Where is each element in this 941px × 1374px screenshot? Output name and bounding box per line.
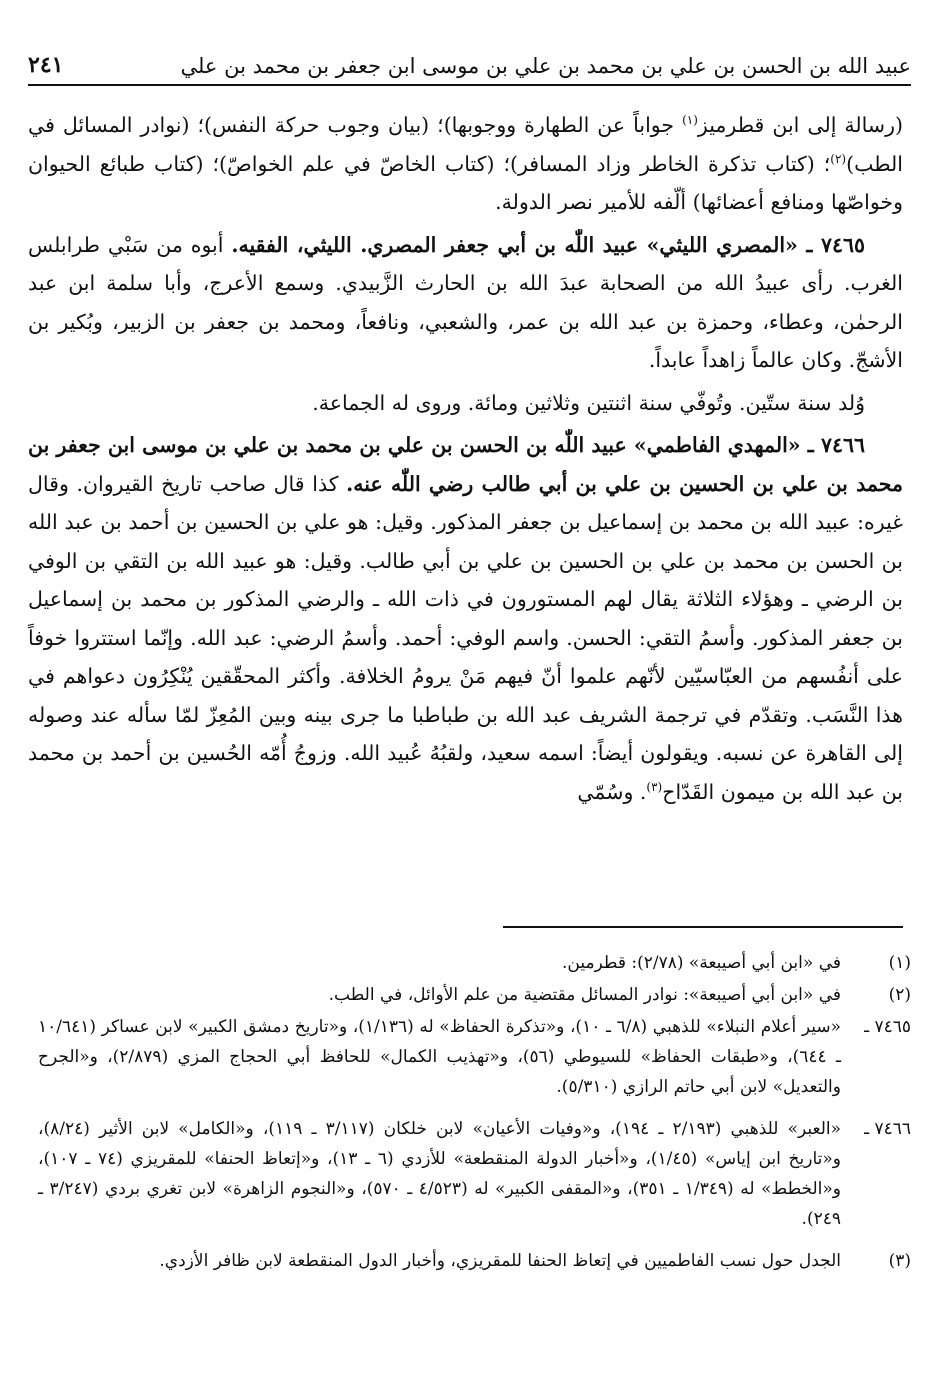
footnote-item [38, 980, 911, 1010]
text-run: (رسالة إلى ابن قطرميز [697, 113, 903, 137]
page-header [28, 38, 911, 86]
paragraph-birth-death: وُلد سنة ستّين. وتُوفّي سنة اثنتين وثلاثين ومائة. وروى له الجماعة. [312, 390, 865, 415]
footnote-item [38, 1246, 911, 1276]
footnote-text: في «ابن أبي أصيبعة» (٢/٧٨): قطرمين. [561, 953, 841, 973]
footnote-text: الجدل حول نسب الفاطميين في إتعاظ الحنفا للمقريزي، وأخبار الدول المنقطعة لابن ظافر الأزدي. [159, 1251, 841, 1271]
footnote-mark: ٧٤٦٥ ـ [864, 1017, 911, 1037]
main-text [28, 106, 903, 811]
footnote-separator [503, 926, 903, 928]
entry-7466 [28, 426, 903, 811]
footnote-mark: ٧٤٦٦ ـ [864, 1119, 911, 1139]
footnote-item [38, 1114, 911, 1234]
entry-text: أبوه من سَبْي طرابلس الغرب. رأى عبيدُ الله من الصحابة عبدَ الله بن الحارث الزَّبيدي. وسمع الأعرج، وأبا سلمة ابن عبد الرحمٰن، وعطاء، وحمزة بن عبد الله بن عمر، والشعبي، ونافعاً، ومحمد بن جعفر بن الزبير، وبُكير بن الأشجّ. وكان عالماً زاهداً عابداً. [28, 232, 903, 372]
footnote-mark: (٢) [888, 985, 911, 1005]
entry-7465 [28, 226, 903, 380]
running-head: عبيد الله بن الحسن بن علي بن محمد بن علي بن موسى ابن جعفر بن محمد بن علي [180, 54, 911, 78]
footnote-mark: (١) [888, 953, 911, 973]
entry-heading: ٧٤٦٦ ـ «المهدي الفاطمي» عبيد اللّٰه بن الحسن بن علي بن محمد بن علي بن موسى ابن جعفر بن محمد بن علي بن الحسين بن علي بن أبي طالب رضي اللّٰه عنه. [28, 433, 903, 496]
entry-text: . وسُمّي [577, 779, 647, 804]
footnotes [38, 948, 911, 1276]
footnote-ref: (٣) [646, 779, 663, 794]
page-number: ٢٤١ [28, 52, 64, 78]
footnote-mark: (٣) [888, 1251, 911, 1271]
footnote-text: في «ابن أبي أصيبعة»: نوادر المسائل مقتضية من علم الأوائل، في الطب. [328, 985, 841, 1005]
entry-heading: ٧٤٦٥ ـ «المصري الليثي» عبيد اللّٰه بن أبي جعفر المصري. الليثي، الفقيه. [231, 232, 865, 257]
footnote-item [38, 1012, 911, 1102]
text-run: جواباً عن الطهارة ووجوبها)؛ (بيان وجوب حركة النفس)؛ (نوادر المسائل في الطب) [28, 113, 903, 176]
entry-text: كذا قال صاحب تاريخ القيروان. وقال غيره: عبيد الله بن محمد بن إسماعيل بن جعفر المذكور. وقيل: هو علي بن الحسين بن أحمد بن عبد الله بن الحسن بن محمد بن علي بن الحسين بن علي بن أبي طالب. وقيل: هو عبيد الله بن التقي بن الوفي بن الرضي ـ وهؤلاء الثلاثة يقال لهم المستورون في ذات الله ـ والرضي المذكور بن محمد بن إسماعيل بن جعفر المذكور. وأسمُ التقي: الحسن. واسم الوفي: أحمد. وأسمُ الرضي: عبد الله. وإنّما استتروا خوفاً على أنفُسهم من العبّاسيّين لأنّهم علموا أنّ فيهم مَنْ يرومُ الخلافة. وأكثر المحقّقين يُنْكِرُون دعواهم في هذا النَّسَب. وتقدّم في ترجمة الشريف عبد الله بن طباطبا ما جرى بينه وبين المُعِزّ لمّا سأله عند وصوله إلى القاهرة عن نسبه. ويقولون أيضاً: اسمه سعيد، ولقبُهُ عُبيد الله. وزوجُ أُمّه الحُسين بن أحمد بن محمد بن عبد الله بن ميمون القَدّاح [28, 471, 903, 804]
paragraph-works-list [28, 106, 903, 222]
footnote-ref: (١) [682, 113, 698, 128]
footnote-text: «العبر» للذهبي (٢/١٩٣ ـ ١٩٤)، و«وفيات الأعيان» لابن خلكان (٣/١١٧ ـ ١١٩)، و«الكامل» لابن الأثير (٨/٢٤)، و«تاريخ ابن إياس» (١/٤٥)، و«أخبار الدولة المنقطعة» للأزدي (٦ ـ ١٣)، و«إتعاظ الحنفا» للمقريزي (٧٤ ـ ١٠٧)، و«الخطط» له (١/٣٤٩ ـ ٣٥١)، و«المقفى الكبير» له (٤/٥٢٣ ـ ٥٧٠)، و«النجوم الزاهرة» لابن تغري بردي (٣/٢٤٧ ـ ٢٤٩). [38, 1119, 842, 1229]
footnote-item [38, 948, 911, 978]
footnote-text: «سير أعلام النبلاء» للذهبي (٦/٨ ـ ١٠)، و«تذكرة الحفاظ» له (١/١٣٦)، و«تاريخ دمشق الكبير» لابن عساكر (١٠/٦٤١ ـ ٦٤٤)، و«طبقات الحفاظ» للسيوطي (٥٦)، و«تهذيب الكمال» للحافظ أبي الحجاج المزي (٢/٨٧٩)، و«الجرح والتعديل» لابن أبي حاتم الرازي (٥/٣١٠). [38, 1017, 841, 1097]
text-run: ؛ (كتاب تذكرة الخاطر وزاد المسافر)؛ (كتاب الخاصّ في علم الخواصّ)؛ (كتاب طبائع الحيوان وخواصّها ومنافع أعضائها) ألّفه للأمير نصر الدولة. [28, 151, 903, 214]
footnote-ref: (٢) [830, 151, 847, 166]
